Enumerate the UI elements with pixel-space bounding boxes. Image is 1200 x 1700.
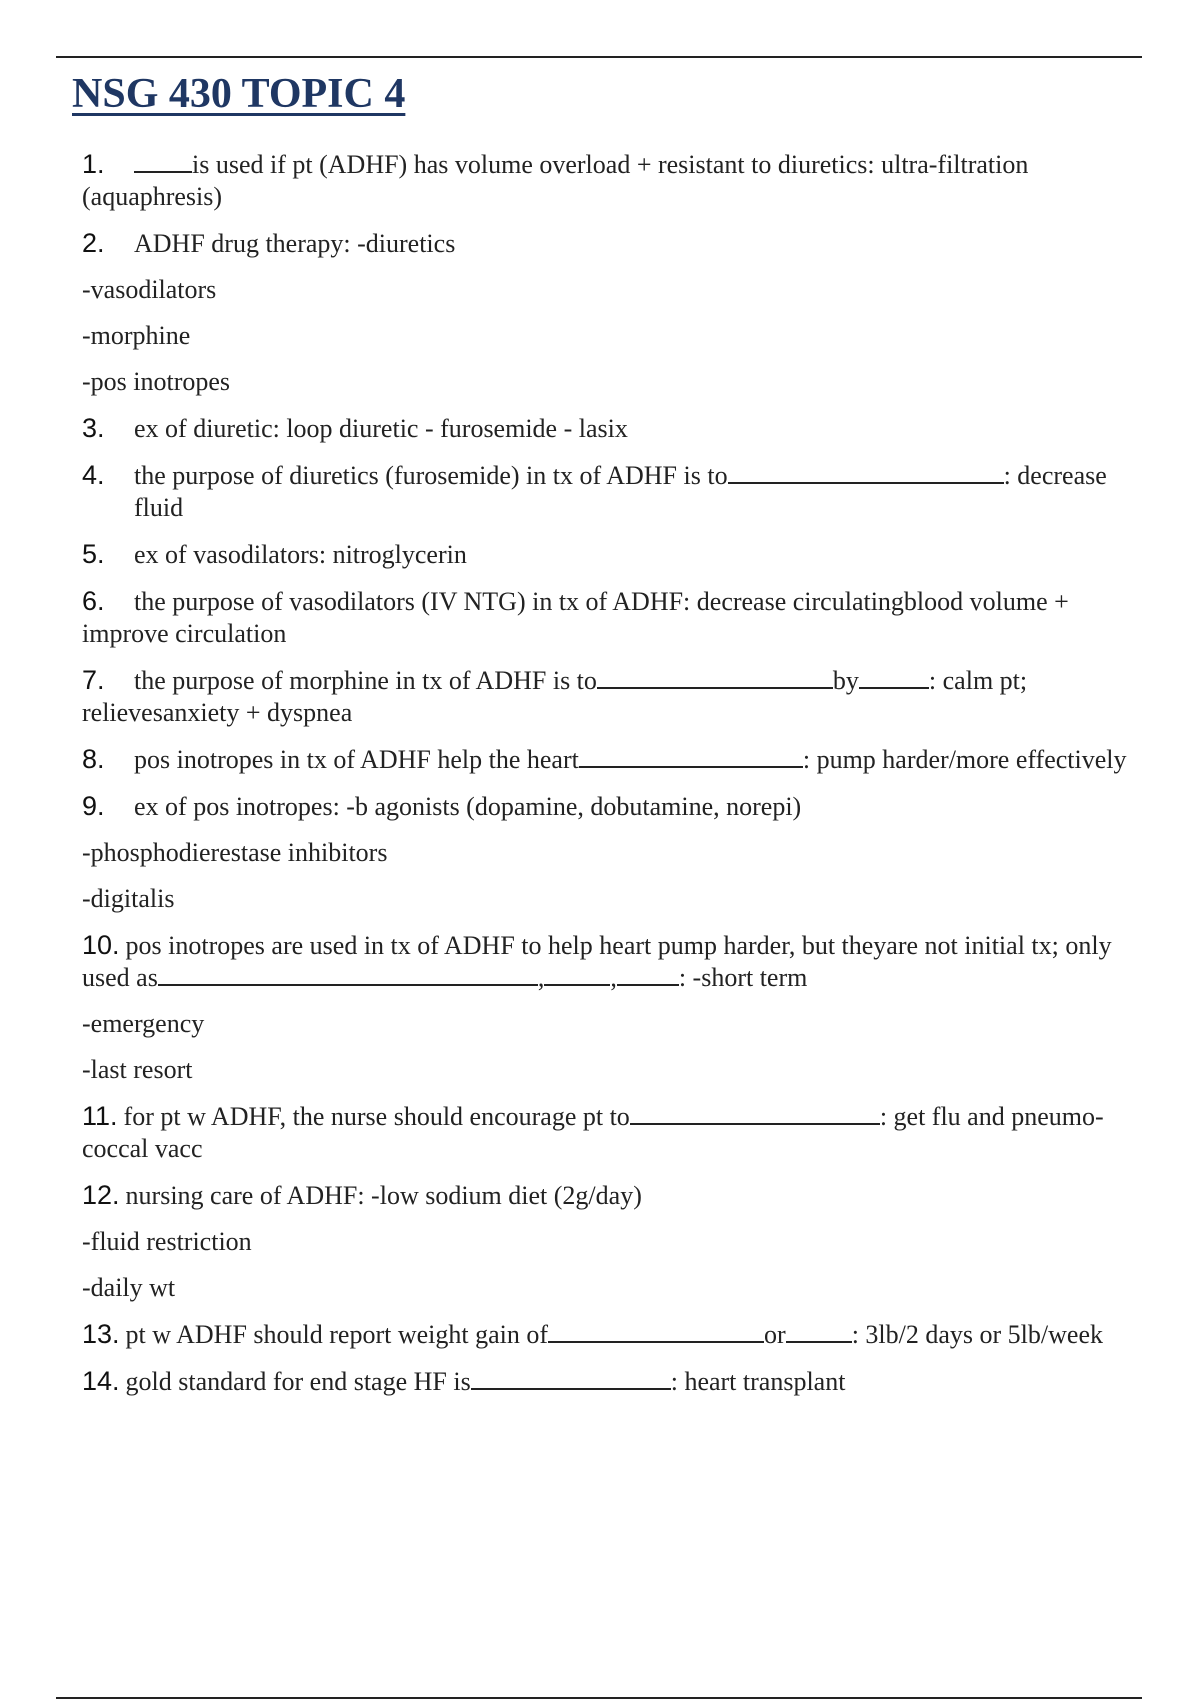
item-answer: : -short term	[678, 963, 808, 992]
question-item	[82, 459, 1152, 524]
sub-line: -last resort	[82, 1055, 193, 1084]
item-separator: ,	[537, 963, 545, 992]
answer-blank	[548, 1319, 764, 1343]
item-text: nursing care of ADHF: -low sodium diet (2g/day)	[125, 1181, 642, 1210]
item-answer: : decrease fluid	[134, 461, 1107, 522]
question-item	[82, 412, 1152, 445]
item-text: pos inotropes in tx of ADHF help the heart	[134, 745, 579, 774]
answer-blank	[859, 665, 929, 689]
question-item	[82, 929, 1152, 994]
question-list	[82, 148, 1152, 1412]
sub-line: -daily wt	[82, 1273, 176, 1302]
sub-line: -phosphodierestase inhibitors	[82, 838, 388, 867]
item-number: 8.	[82, 744, 105, 774]
item-answer: : get flu and pneumo-coccal vacc	[82, 1102, 1104, 1163]
item-number: 7.	[82, 665, 105, 695]
item-number: 6.	[82, 586, 105, 616]
question-item	[82, 790, 1152, 823]
bottom-rule	[56, 1697, 1142, 1699]
item-number: 12.	[82, 1180, 120, 1210]
item-answer: : 3lb/2 days or 5lb/week	[851, 1320, 1103, 1349]
item-number: 9.	[82, 791, 105, 821]
sub-line: -morphine	[82, 321, 191, 350]
item-text: the purpose of morphine in tx of ADHF is to	[134, 666, 597, 695]
question-item	[82, 148, 1152, 213]
answer-blank	[597, 665, 833, 689]
answer-blank	[786, 1319, 852, 1343]
item-text: the purpose of vasodilators (IV NTG) in tx of ADHF: decrease circulatingblood volume + improve circulation	[82, 587, 1069, 648]
answer-blank	[544, 962, 610, 986]
item-answer: : pump harder/more effectively	[802, 745, 1127, 774]
item-text: pos inotropes are used in tx of ADHF to help heart pump harder, but theyare not initial tx; only used as	[82, 931, 1112, 992]
item-text-mid: or	[764, 1320, 786, 1349]
item-text: for pt w ADHF, the nurse should encourage pt to	[123, 1102, 630, 1131]
item-number: 13.	[82, 1319, 120, 1349]
item-text: is used if pt (ADHF) has volume overload + resistant to diuretics: ultra-filtration (aquaphresis)	[82, 150, 1029, 211]
item-number: 5.	[82, 539, 105, 569]
answer-blank	[728, 460, 1004, 484]
question-item	[82, 585, 1152, 650]
item-separator: ,	[610, 963, 617, 992]
question-item	[82, 538, 1152, 571]
item-number: 10.	[82, 930, 120, 960]
sub-line: -emergency	[82, 1009, 205, 1038]
item-number: 14.	[82, 1366, 120, 1396]
item-text: pt w ADHF should report weight gain of	[125, 1320, 549, 1349]
answer-blank	[134, 149, 192, 173]
item-number: 1.	[82, 149, 105, 179]
item-text-mid: by	[832, 666, 859, 695]
answer-blank	[630, 1101, 880, 1125]
question-item	[82, 1179, 1152, 1212]
item-text: ex of diuretic: loop diuretic - furosemide - lasix	[134, 414, 628, 443]
page-title: NSG 430 TOPIC 4	[72, 71, 406, 117]
item-number: 3.	[82, 413, 105, 443]
item-text: gold standard for end stage HF is	[125, 1367, 471, 1396]
top-rule	[56, 56, 1142, 58]
question-item	[82, 1100, 1152, 1165]
item-text: ADHF drug therapy: -diuretics	[134, 229, 456, 258]
sub-line: -fluid restriction	[82, 1227, 252, 1256]
item-number: 2.	[82, 228, 105, 258]
question-item	[82, 227, 1152, 260]
answer-blank	[158, 962, 538, 986]
question-item	[82, 664, 1152, 729]
item-answer: : calm pt; relievesanxiety + dyspnea	[82, 666, 1028, 727]
question-item	[82, 1318, 1152, 1351]
sub-line: -vasodilators	[82, 275, 217, 304]
answer-blank	[617, 962, 679, 986]
item-text: ex of vasodilators: nitroglycerin	[134, 540, 467, 569]
question-item	[82, 1365, 1152, 1398]
item-text: the purpose of diuretics (furosemide) in tx of ADHF is to	[134, 461, 728, 490]
sub-line: -pos inotropes	[82, 367, 231, 396]
item-text: ex of pos inotropes: -b agonists (dopamine, dobutamine, norepi)	[134, 792, 802, 821]
item-answer: : heart transplant	[670, 1367, 846, 1396]
item-number: 11.	[82, 1101, 118, 1131]
answer-blank	[579, 744, 803, 768]
sub-line: -digitalis	[82, 884, 175, 913]
answer-blank	[471, 1366, 671, 1390]
item-number: 4.	[82, 460, 105, 490]
question-item	[82, 743, 1152, 776]
